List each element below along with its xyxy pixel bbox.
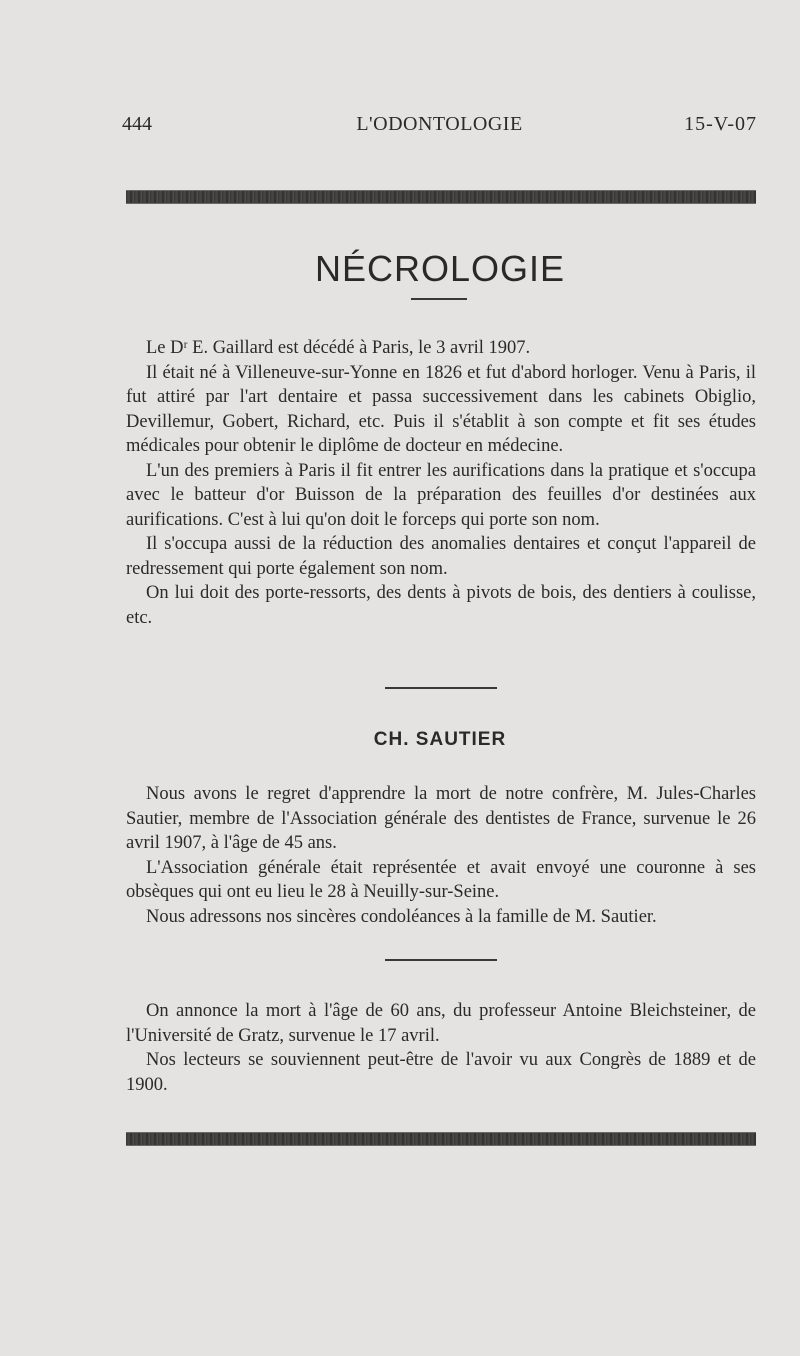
issue-date: 15-V-07 [684, 113, 757, 135]
paragraph: L'un des premiers à Paris il fit entrer les aurifications dans la pratique et s'occupa avec le batteur d'or Buisson de la préparation des feuilles d'or destinées aux aurifications. C'est à lui qu'on doit le forceps qui porte son nom. [126, 460, 756, 530]
paragraph: On lui doit des porte-ressorts, des dents à pivots de bois, des dentiers à coulisse, etc. [126, 583, 756, 628]
title-rule [411, 298, 467, 300]
paragraph: On annonce la mort à l'âge de 60 ans, du professeur Antoine Bleichsteiner, de l'Université de Gratz, survenue le 17 avril. [126, 1001, 756, 1046]
paragraph: Il était né à Villeneuve-sur-Yonne en 1826 et fut d'abord horloger. Venu à Paris, il fut attiré par l'art dentaire et passa successivement dans les cabinets Obiglio, Devillemur, Gobert, Richard, etc. Puis il s'établit à son compte et fit ses études médicales pour obtenir le diplôme de docteur en médecine. [126, 362, 756, 456]
gaillard-obituary [126, 336, 756, 630]
section-title: NÉCROLOGIE [314, 248, 566, 289]
bottom-ornamental-bar [126, 1132, 756, 1146]
journal-title: L'ODONTOLOGIE [356, 113, 523, 135]
section-divider [385, 959, 497, 961]
paragraph: Nous adressons nos sincères condoléances à la famille de M. Sautier. [146, 906, 657, 927]
bleichsteiner-notice [126, 999, 756, 1097]
section-divider [385, 687, 497, 689]
top-ornamental-bar [126, 190, 756, 204]
paragraph: Le Dʳ E. Gaillard est décédé à Paris, le 3 avril 1907. [146, 338, 531, 358]
sautier-obituary [126, 782, 756, 929]
paragraph: L'Association générale était représentée et avait envoyé une couronne à ses obsèques qui ont eu lieu le 28 à Neuilly-sur-Seine. [126, 857, 756, 902]
paragraph: Il s'occupa aussi de la réduction des anomalies dentaires et conçut l'appareil de redressement qui porte également son nom. [126, 534, 756, 579]
sautier-heading: CH. SAUTIER [373, 729, 507, 750]
paragraph: Nos lecteurs se souviennent peut-être de l'avoir vu aux Congrès de 1889 et de 1900. [126, 1050, 756, 1095]
page-number: 444 [122, 113, 152, 135]
running-header [122, 113, 757, 143]
paragraph: Nous avons le regret d'apprendre la mort de notre confrère, M. Jules-Charles Sautier, membre de l'Association générale des dentistes de France, survenue le 26 avril 1907, à l'âge de 45 ans. [126, 784, 756, 853]
